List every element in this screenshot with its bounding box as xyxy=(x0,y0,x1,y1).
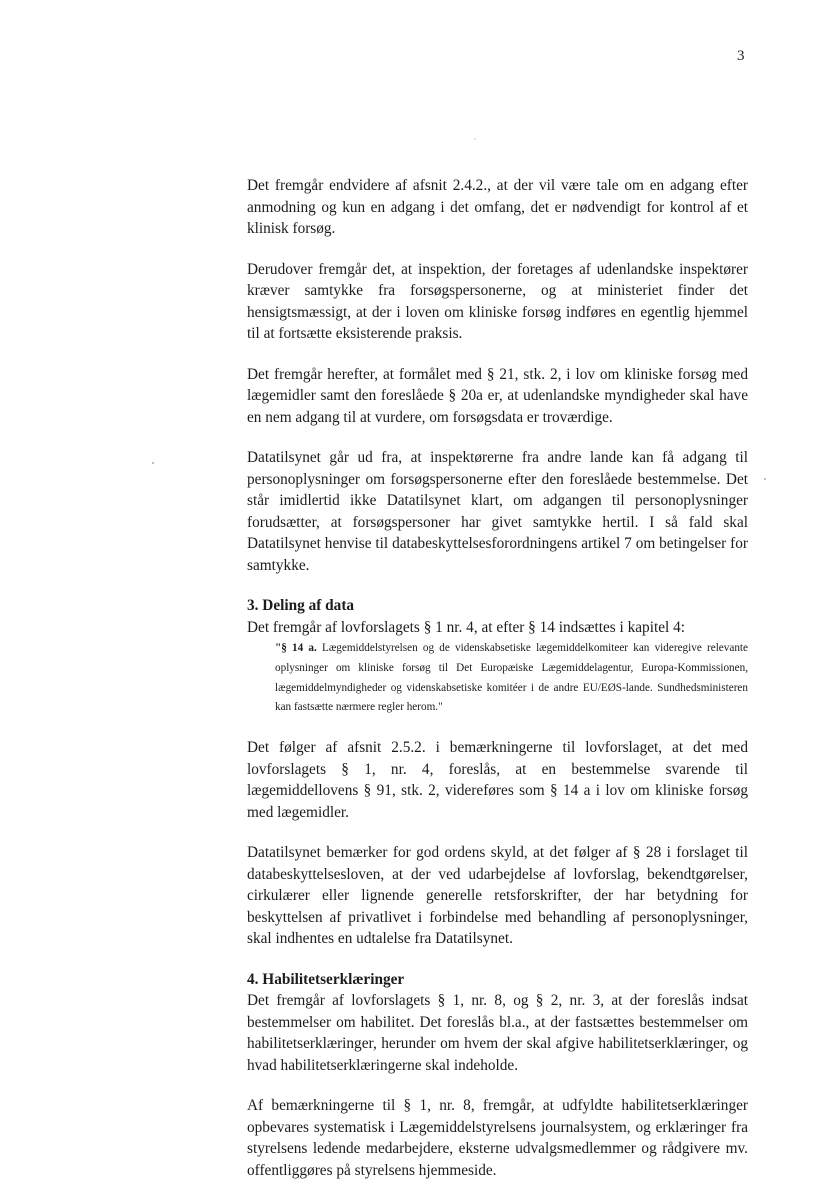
page-number: 3 xyxy=(737,48,745,64)
section-heading: 3. Deling af data xyxy=(247,597,355,614)
paragraph-consultation: Datatilsynet bemærker for god ordens skyld, at det følger af § 28 i forslaget til databeskyttelsesloven, at der ved udarbejdelse af lovforslag, bekendtgørelser, cirkulærer eller lignende generelle retsforskrifter, der har betydning for beskyttelsen af privatlivet i forbindelse med behandling af personoplysninger, skal indhentes en udtalelse fra Datatilsynet. xyxy=(247,844,748,948)
section-lead: Det fremgår af lovforslagets § 1 nr. 4, at efter § 14 indsættes i kapitel 4: xyxy=(247,618,685,636)
quote-text: Lægemiddelstyrelsen og de videnskabsetiske lægemiddelkomiteer kan videregive relevante oplysninger om kliniske forsøg til Det Europæiske Lægemiddelagentur, Europa-Kommissionen, lægemiddelmyndigheder og videnskabsetiske komitéer i de andre EU/EØS-lande. Sundhedsministeren kan fastsætte nærmere regler herom." xyxy=(275,642,748,714)
paragraph-purpose: Det fremgår herefter, at formålet med § 21, stk. 2, i lov om kliniske forsøg med lægemidler samt den foreslåede § 20a er, at udenlandske myndigheder skal have en nem adgang til at vurdere, om forsøgsdata er troværdige. xyxy=(247,365,748,426)
scan-speck xyxy=(474,138,476,140)
paragraph-declarations-storage: Af bemærkningerne til § 1, nr. 8, fremgår, at udfyldte habilitetserklæringer opbevares systematisk i Lægemiddelstyrelsens journalsystem, og erklæringer fra styrelsens ledende medarbejdere, eksterne udvalgsmedlemmer og rådgivere mv. offentliggøres på styrelsens hjemmeside. xyxy=(247,1097,748,1179)
paragraph-consent: Datatilsynet går ud fra, at inspektørerne fra andre lande kan få adgang til personoplysninger om forsøgspersonerne efter den foreslåede bestemmelse. Det står imidlertid ikke Datatilsynet klart, om adgangen til personoplysninger forudsætter, at forsøgspersoner har givet samtykke hertil. I så fald skal Datatilsynet henvise til databeskyttelsesforordningens artikel 7 om betingelser for samtykke. xyxy=(247,449,748,574)
section-heading: 4. Habilitetserklæringer xyxy=(247,970,405,988)
law-quote xyxy=(275,639,748,718)
paragraph-access-scope: Det fremgår endvidere af afsnit 2.4.2., at der vil være tale om en adgang efter anmodning og kun en adgang i det omfang, det er nødvendigt for kontrol af et klinisk forsøg. xyxy=(247,177,748,237)
quote-paragraph-mark: "§ 14 a. xyxy=(275,642,317,654)
paragraph-remarks: Det følger af afsnit 2.5.2. i bemærkningerne til lovforslaget, at det med lovforslagets § 1, nr. 4, foreslås, at en bestemmelse svarende til lægemiddellovens § 91, stk. 2, videreføres som § 14 a i lov om kliniske forsøg med lægemidler. xyxy=(247,739,748,821)
section-impartiality xyxy=(247,969,748,1077)
paragraph-foreign-inspection: Derudover fremgår det, at inspektion, der foretages af udenlandske inspektører kræver samtykke fra forsøgspersonerne, og at ministeriet finder det hensigtsmæssigt, at der i loven om kliniske forsøg indføres en egentlig hjemmel til at fortsætte eksisterende praksis. xyxy=(247,260,748,342)
section-data-sharing xyxy=(247,595,748,718)
scan-speck xyxy=(152,462,154,464)
letter-body xyxy=(247,175,748,1200)
scan-speck xyxy=(764,478,766,480)
section-lead: Det fremgår af lovforslagets § 1, nr. 8, og § 2, nr. 3, at der foreslås indsat bestemmelser om habilitet. Det foreslås bl.a., at der fastsættes bestemmelser om habilitetserklæringer, herunder om hvem der skal afgive habilitetserklæringer, og hvad habilitetserklæringerne skal indeholde. xyxy=(247,992,748,1074)
